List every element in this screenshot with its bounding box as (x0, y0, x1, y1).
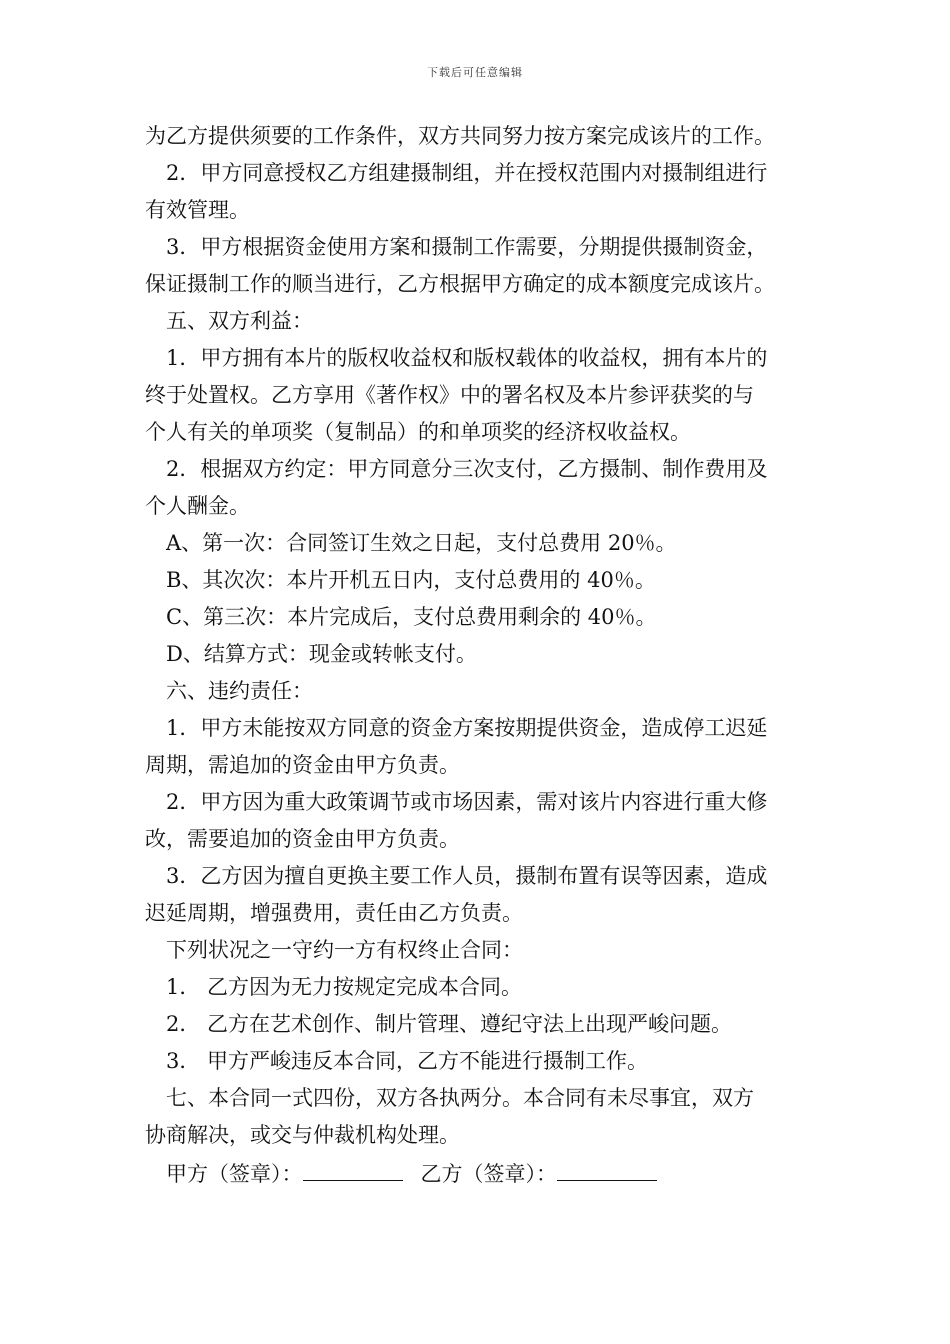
body-line: 周期，需追加的资金由甲方负责。 (145, 753, 460, 777)
body-line: 2．甲方同意授权乙方组建摄制组，并在授权范围内对摄制组进行 (166, 161, 768, 185)
contract-body (145, 118, 813, 1191)
page-header: 下载后可任意编辑 (427, 66, 523, 79)
payment-item: D、结算方式：现金或转帐支付。 (166, 642, 477, 666)
body-line: 改，需要追加的资金由甲方负责。 (145, 827, 460, 851)
body-line: 3．甲方根据资金使用方案和摄制工作需要，分期提供摄制资金， (166, 235, 768, 259)
termination-item: 3． 甲方严峻违反本合同，乙方不能进行摄制工作。 (166, 1049, 649, 1073)
body-line: 协商解决，或交与仲裁机构处理。 (145, 1123, 460, 1147)
signature-row (145, 1154, 813, 1191)
body-line: 有效管理。 (145, 198, 250, 222)
body-line: 迟延周期，增强费用，责任由乙方负责。 (145, 901, 523, 925)
body-line: 2．根据双方约定：甲方同意分三次支付，乙方摄制、制作费用及 (166, 457, 768, 481)
body-line: 1．甲方拥有本片的版权收益权和版权载体的收益权，拥有本片的 (166, 346, 768, 370)
body-line: 1．甲方未能按双方同意的资金方案按期提供资金，造成停工迟延 (166, 716, 768, 740)
body-line: 3．乙方因为擅自更换主要工作人员，摄制布置有误等因素，造成 (166, 864, 768, 888)
payment-item: A、第一次：合同签订生效之日起，支付总费用 20％。 (166, 531, 677, 555)
body-line: 为乙方提供须要的工作条件，双方共同努力按方案完成该片的工作。 (145, 124, 775, 148)
section-heading: 七、本合同一式四份，双方各执两分。本合同有未尽事宜，双方 (166, 1086, 754, 1110)
body-line: 个人酬金。 (145, 494, 250, 518)
payment-item: B、其次次：本片开机五日内，支付总费用的 40％。 (166, 568, 656, 592)
payment-item: C、第三次：本片完成后，支付总费用剩余的 40％。 (166, 605, 657, 629)
termination-item: 1． 乙方因为无力按规定完成本合同。 (166, 975, 523, 999)
party-b-signature-blank (557, 1154, 657, 1181)
body-line: 终于处置权。乙方享用《著作权》中的署名权及本片参评获奖的与 (145, 383, 754, 407)
section-heading: 五、双方利益： (166, 309, 313, 333)
body-line: 保证摄制工作的顺当进行，乙方根据甲方确定的成本额度完成该片。 (145, 272, 775, 296)
termination-item: 2． 乙方在艺术创作、制片管理、遵纪守法上出现严峻问题。 (166, 1012, 733, 1036)
body-line: 下列状况之一守约一方有权终止合同： (166, 938, 523, 962)
section-heading: 六、违约责任： (166, 679, 313, 703)
party-b-signature-label: 乙方（签章）： (420, 1162, 557, 1186)
party-a-signature-blank (303, 1154, 403, 1181)
body-line: 2．甲方因为重大政策调节或市场因素，需对该片内容进行重大修 (166, 790, 768, 814)
party-a-signature-label: 甲方（签章）： (166, 1162, 303, 1186)
body-line: 个人有关的单项奖（复制品）的和单项奖的经济权收益权。 (145, 420, 691, 444)
